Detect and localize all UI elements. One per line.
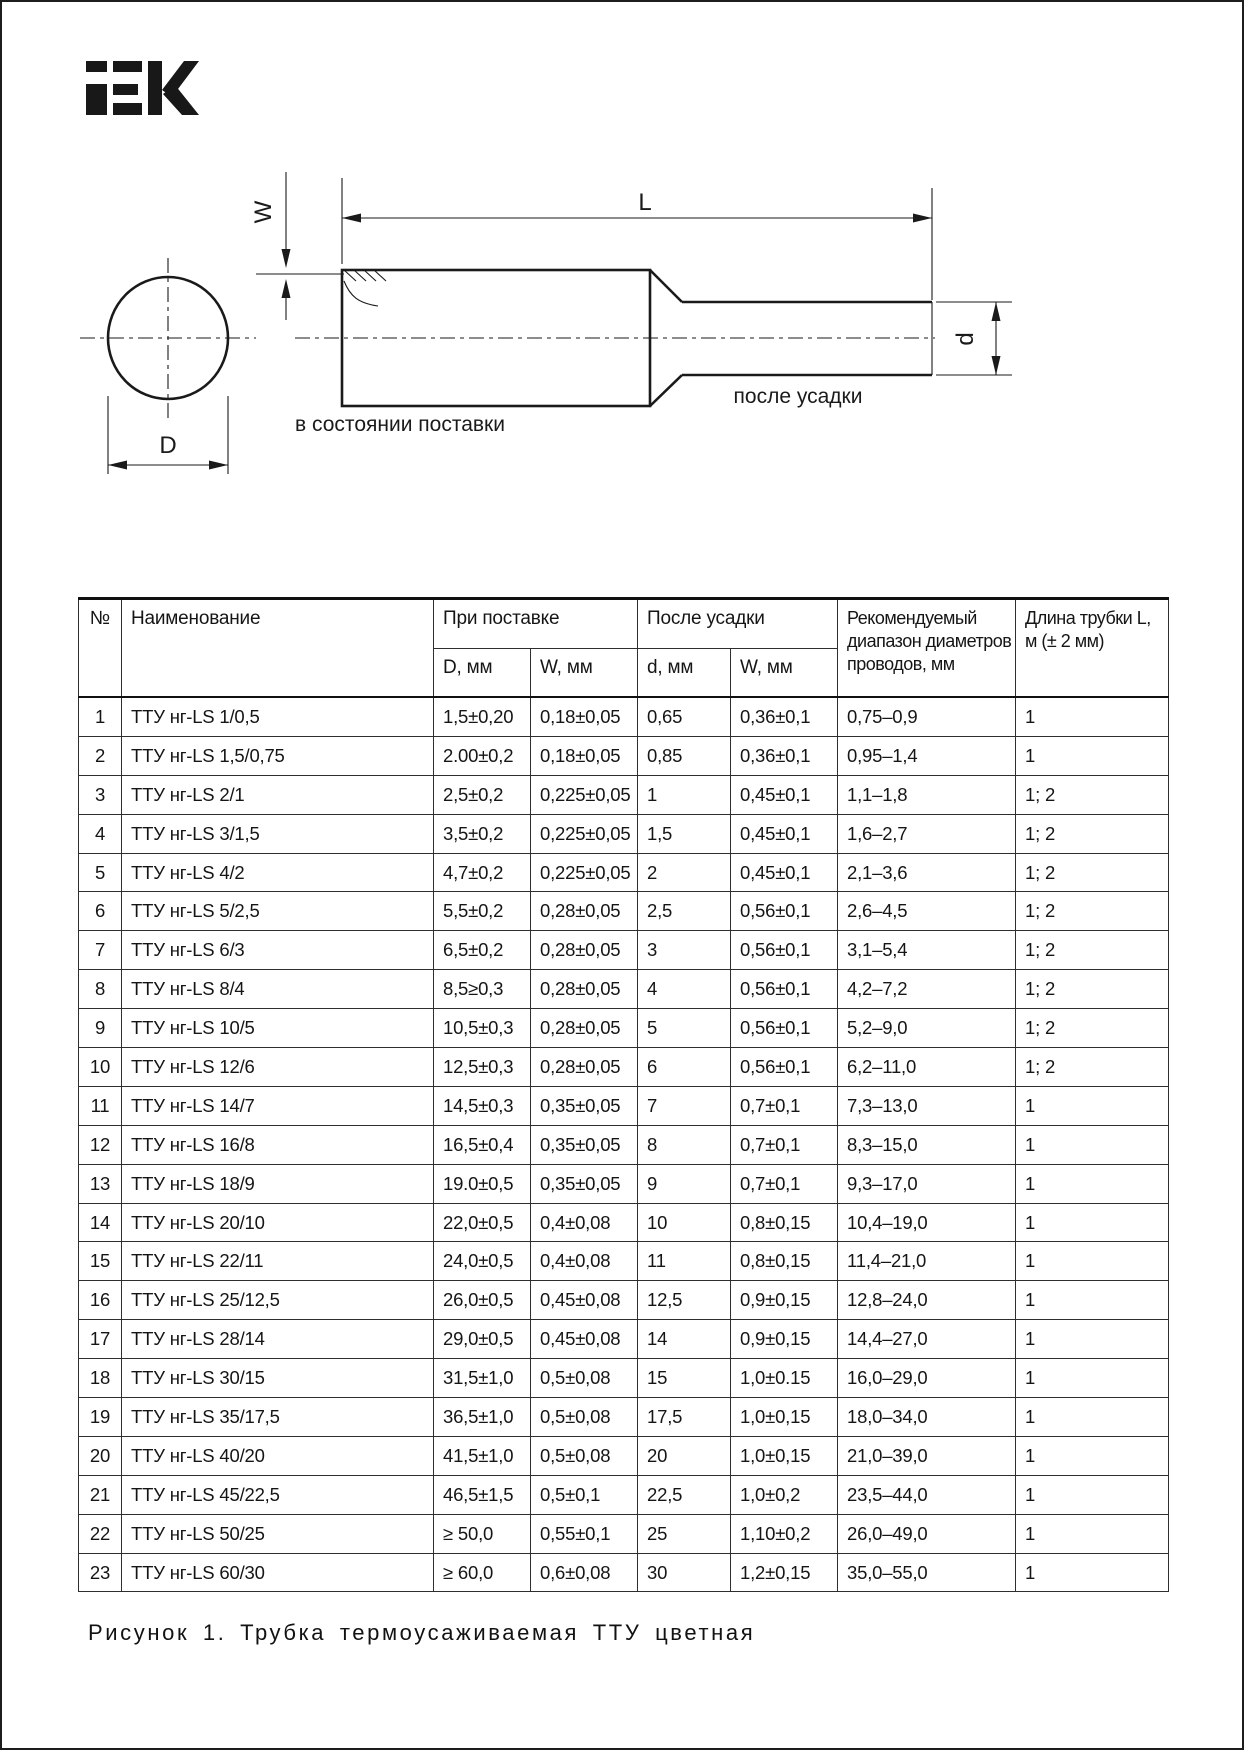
- shrink-w-cell: 0,9±0,15: [731, 1281, 838, 1320]
- cross-section-view: [80, 258, 256, 474]
- shrink-d-cell: 0,85: [638, 736, 731, 775]
- delivery-w-cell: 0,6±0,08: [531, 1553, 638, 1592]
- length-cell: 1; 2: [1016, 775, 1169, 814]
- name-cell: ТТУ нг-LS 50/25: [122, 1514, 434, 1553]
- shrink-d-cell: 2: [638, 853, 731, 892]
- table-row: [79, 697, 1169, 736]
- name-cell: ТТУ нг-LS 10/5: [122, 1009, 434, 1048]
- shrink-d-cell: 12,5: [638, 1281, 731, 1320]
- name-cell: ТТУ нг-LS 20/10: [122, 1203, 434, 1242]
- delivery-d-cell: 12,5±0,3: [434, 1048, 531, 1087]
- delivery-d-cell: 2,5±0,2: [434, 775, 531, 814]
- shrink-d-cell: 9: [638, 1164, 731, 1203]
- length-cell: 1: [1016, 1514, 1169, 1553]
- row-number-cell: 11: [79, 1086, 122, 1125]
- table-row: [79, 1475, 1169, 1514]
- header-shrink-d: d, мм: [638, 649, 731, 698]
- delivery-d-cell: 1,5±0,20: [434, 697, 531, 736]
- length-cell: 1: [1016, 1164, 1169, 1203]
- delivery-w-cell: 0,35±0,05: [531, 1125, 638, 1164]
- length-cell: 1: [1016, 1320, 1169, 1359]
- shrink-d-cell: 22,5: [638, 1475, 731, 1514]
- delivery-w-cell: 0,5±0,08: [531, 1359, 638, 1398]
- table-row: [79, 1164, 1169, 1203]
- row-number-cell: 19: [79, 1398, 122, 1437]
- row-number-cell: 12: [79, 1125, 122, 1164]
- table-row: [79, 1398, 1169, 1437]
- shrink-w-cell: 1,10±0,2: [731, 1514, 838, 1553]
- delivery-w-cell: 0,28±0,05: [531, 1048, 638, 1087]
- wire-range-cell: 0,75–0,9: [838, 697, 1016, 736]
- supplied-state-caption: в состоянии поставки: [295, 413, 505, 436]
- length-dimension: [342, 178, 932, 300]
- table-row: [79, 1086, 1169, 1125]
- row-number-cell: 3: [79, 775, 122, 814]
- dimension-L-label: L: [638, 189, 652, 216]
- name-cell: ТТУ нг-LS 18/9: [122, 1164, 434, 1203]
- delivery-w-cell: 0,28±0,05: [531, 931, 638, 970]
- length-cell: 1: [1016, 1086, 1169, 1125]
- length-cell: 1; 2: [1016, 853, 1169, 892]
- delivery-w-cell: 0,28±0,05: [531, 1009, 638, 1048]
- name-cell: ТТУ нг-LS 8/4: [122, 970, 434, 1009]
- shrunk-state-caption: после усадки: [733, 385, 863, 408]
- name-cell: ТТУ нг-LS 35/17,5: [122, 1398, 434, 1437]
- header-recommended-range: Рекомендуемый диапазон диаметров проводов, мм: [838, 599, 1016, 698]
- delivery-w-cell: 0,225±0,05: [531, 775, 638, 814]
- delivery-d-cell: 24,0±0,5: [434, 1242, 531, 1281]
- header-num: №: [79, 599, 122, 698]
- shrink-w-cell: 0,56±0,1: [731, 892, 838, 931]
- row-number-cell: 7: [79, 931, 122, 970]
- header-delivery-w: W, мм: [531, 649, 638, 698]
- header-at-delivery: При поставке: [434, 599, 638, 649]
- row-number-cell: 22: [79, 1514, 122, 1553]
- delivery-d-cell: 41,5±1,0: [434, 1436, 531, 1475]
- name-cell: ТТУ нг-LS 14/7: [122, 1086, 434, 1125]
- shrink-w-cell: 0,45±0,1: [731, 814, 838, 853]
- wire-range-cell: 9,3–17,0: [838, 1164, 1016, 1203]
- wire-range-cell: 10,4–19,0: [838, 1203, 1016, 1242]
- length-cell: 1; 2: [1016, 970, 1169, 1009]
- delivery-d-cell: 6,5±0,2: [434, 931, 531, 970]
- shrink-d-cell: 5: [638, 1009, 731, 1048]
- shrink-d-cell: 4: [638, 970, 731, 1009]
- wire-range-cell: 35,0–55,0: [838, 1553, 1016, 1592]
- table-row: [79, 1009, 1169, 1048]
- table-row: [79, 1048, 1169, 1087]
- name-cell: ТТУ нг-LS 1/0,5: [122, 697, 434, 736]
- table-row: [79, 1553, 1169, 1592]
- shrink-w-cell: 0,8±0,15: [731, 1242, 838, 1281]
- table-row: [79, 1281, 1169, 1320]
- delivery-w-cell: 0,4±0,08: [531, 1203, 638, 1242]
- shrink-w-cell: 1,0±0.15: [731, 1359, 838, 1398]
- table-row: [79, 775, 1169, 814]
- shrink-d-cell: 11: [638, 1242, 731, 1281]
- tube-dimension-diagram: [0, 0, 1244, 500]
- shrink-d-cell: 1: [638, 775, 731, 814]
- row-number-cell: 5: [79, 853, 122, 892]
- name-cell: ТТУ нг-LS 30/15: [122, 1359, 434, 1398]
- shrink-d-cell: 7: [638, 1086, 731, 1125]
- shrink-w-cell: 0,36±0,1: [731, 697, 838, 736]
- table-row: [79, 1242, 1169, 1281]
- name-cell: ТТУ нг-LS 22/11: [122, 1242, 434, 1281]
- name-cell: ТТУ нг-LS 5/2,5: [122, 892, 434, 931]
- shrink-d-cell: 15: [638, 1359, 731, 1398]
- delivery-d-cell: 3,5±0,2: [434, 814, 531, 853]
- wire-range-cell: 11,4–21,0: [838, 1242, 1016, 1281]
- table-row: [79, 1359, 1169, 1398]
- length-cell: 1; 2: [1016, 892, 1169, 931]
- shrink-d-cell: 10: [638, 1203, 731, 1242]
- shrink-w-cell: 0,45±0,1: [731, 775, 838, 814]
- delivery-w-cell: 0,45±0,08: [531, 1281, 638, 1320]
- table-row: [79, 1514, 1169, 1553]
- length-cell: 1: [1016, 1203, 1169, 1242]
- shrink-d-cell: 20: [638, 1436, 731, 1475]
- table-row: [79, 892, 1169, 931]
- table-row: [79, 853, 1169, 892]
- table-row: [79, 931, 1169, 970]
- spec-table: [78, 597, 1169, 1592]
- wire-range-cell: 3,1–5,4: [838, 931, 1016, 970]
- shrink-d-cell: 8: [638, 1125, 731, 1164]
- name-cell: ТТУ нг-LS 16/8: [122, 1125, 434, 1164]
- delivery-d-cell: 2.00±0,2: [434, 736, 531, 775]
- shrink-w-cell: 0,56±0,1: [731, 931, 838, 970]
- shrink-w-cell: 0,7±0,1: [731, 1164, 838, 1203]
- row-number-cell: 14: [79, 1203, 122, 1242]
- row-number-cell: 13: [79, 1164, 122, 1203]
- dimension-D-label: D: [159, 432, 177, 459]
- length-cell: 1; 2: [1016, 1009, 1169, 1048]
- dimension-W-label: W: [250, 200, 277, 224]
- delivery-d-cell: 16,5±0,4: [434, 1125, 531, 1164]
- wire-range-cell: 12,8–24,0: [838, 1281, 1016, 1320]
- delivery-w-cell: 0,55±0,1: [531, 1514, 638, 1553]
- name-cell: ТТУ нг-LS 2/1: [122, 775, 434, 814]
- shrink-w-cell: 0,56±0,1: [731, 970, 838, 1009]
- shrink-w-cell: 0,56±0,1: [731, 1009, 838, 1048]
- shrunk-state-view: [295, 270, 1012, 406]
- shrink-w-cell: 0,8±0,15: [731, 1203, 838, 1242]
- delivery-w-cell: 0,28±0,05: [531, 892, 638, 931]
- table-row: [79, 1203, 1169, 1242]
- wire-range-cell: 2,1–3,6: [838, 853, 1016, 892]
- length-cell: 1; 2: [1016, 1048, 1169, 1087]
- shrink-d-cell: 2,5: [638, 892, 731, 931]
- wire-range-cell: 6,2–11,0: [838, 1048, 1016, 1087]
- delivery-w-cell: 0,5±0,08: [531, 1398, 638, 1437]
- shrink-d-cell: 14: [638, 1320, 731, 1359]
- wire-range-cell: 1,6–2,7: [838, 814, 1016, 853]
- delivery-d-cell: 22,0±0,5: [434, 1203, 531, 1242]
- delivery-w-cell: 0,5±0,08: [531, 1436, 638, 1475]
- figure-caption: Рисунок 1. Трубка термоусаживаемая ТТУ цветная: [88, 1620, 756, 1645]
- length-cell: 1: [1016, 1398, 1169, 1437]
- header-after-shrink: После усадки: [638, 599, 838, 649]
- shrink-w-cell: 1,0±0,15: [731, 1436, 838, 1475]
- name-cell: ТТУ нг-LS 45/22,5: [122, 1475, 434, 1514]
- dimension-d-label: d: [952, 332, 979, 346]
- row-number-cell: 20: [79, 1436, 122, 1475]
- shrink-w-cell: 0,36±0,1: [731, 736, 838, 775]
- name-cell: ТТУ нг-LS 12/6: [122, 1048, 434, 1087]
- header-delivery-d: D, мм: [434, 649, 531, 698]
- delivery-w-cell: 0,35±0,05: [531, 1086, 638, 1125]
- wire-range-cell: 18,0–34,0: [838, 1398, 1016, 1437]
- name-cell: ТТУ нг-LS 25/12,5: [122, 1281, 434, 1320]
- length-cell: 1: [1016, 1359, 1169, 1398]
- name-cell: ТТУ нг-LS 40/20: [122, 1436, 434, 1475]
- supplied-state-view: [250, 172, 650, 406]
- delivery-d-cell: 29,0±0,5: [434, 1320, 531, 1359]
- wire-range-cell: 5,2–9,0: [838, 1009, 1016, 1048]
- length-cell: 1; 2: [1016, 814, 1169, 853]
- header-tube-length: Длина трубки L, м (± 2 мм): [1016, 599, 1169, 698]
- wire-range-cell: 16,0–29,0: [838, 1359, 1016, 1398]
- table-row: [79, 1436, 1169, 1475]
- length-cell: 1: [1016, 1281, 1169, 1320]
- row-number-cell: 4: [79, 814, 122, 853]
- delivery-d-cell: ≥ 50,0: [434, 1514, 531, 1553]
- delivery-d-cell: 4,7±0,2: [434, 853, 531, 892]
- wire-range-cell: 7,3–13,0: [838, 1086, 1016, 1125]
- spec-table-header: [79, 599, 1169, 698]
- table-row: [79, 1320, 1169, 1359]
- wire-range-cell: 21,0–39,0: [838, 1436, 1016, 1475]
- delivery-d-cell: 31,5±1,0: [434, 1359, 531, 1398]
- wire-range-cell: 8,3–15,0: [838, 1125, 1016, 1164]
- name-cell: ТТУ нг-LS 1,5/0,75: [122, 736, 434, 775]
- name-cell: ТТУ нг-LS 28/14: [122, 1320, 434, 1359]
- length-cell: 1: [1016, 1242, 1169, 1281]
- row-number-cell: 18: [79, 1359, 122, 1398]
- row-number-cell: 8: [79, 970, 122, 1009]
- length-cell: 1: [1016, 1125, 1169, 1164]
- row-number-cell: 16: [79, 1281, 122, 1320]
- delivery-d-cell: 8,5≥0,3: [434, 970, 531, 1009]
- delivery-w-cell: 0,225±0,05: [531, 814, 638, 853]
- row-number-cell: 15: [79, 1242, 122, 1281]
- delivery-d-cell: 26,0±0,5: [434, 1281, 531, 1320]
- row-number-cell: 23: [79, 1553, 122, 1592]
- shrink-d-cell: 17,5: [638, 1398, 731, 1437]
- table-row: [79, 814, 1169, 853]
- shrink-w-cell: 0,56±0,1: [731, 1048, 838, 1087]
- shrink-d-cell: 3: [638, 931, 731, 970]
- shrink-w-cell: 1,2±0,15: [731, 1553, 838, 1592]
- row-number-cell: 2: [79, 736, 122, 775]
- delivery-d-cell: 5,5±0,2: [434, 892, 531, 931]
- delivery-w-cell: 0,35±0,05: [531, 1164, 638, 1203]
- delivery-w-cell: 0,18±0,05: [531, 736, 638, 775]
- wire-range-cell: 26,0–49,0: [838, 1514, 1016, 1553]
- wire-range-cell: 14,4–27,0: [838, 1320, 1016, 1359]
- length-cell: 1: [1016, 1553, 1169, 1592]
- delivery-d-cell: 19.0±0,5: [434, 1164, 531, 1203]
- spec-table-body: [79, 697, 1169, 1592]
- shrink-w-cell: 0,9±0,15: [731, 1320, 838, 1359]
- shrink-d-cell: 30: [638, 1553, 731, 1592]
- wire-range-cell: 1,1–1,8: [838, 775, 1016, 814]
- wire-range-cell: 2,6–4,5: [838, 892, 1016, 931]
- delivery-d-cell: 46,5±1,5: [434, 1475, 531, 1514]
- table-row: [79, 970, 1169, 1009]
- wire-range-cell: 23,5–44,0: [838, 1475, 1016, 1514]
- shrink-w-cell: 1,0±0,15: [731, 1398, 838, 1437]
- delivery-d-cell: 10,5±0,3: [434, 1009, 531, 1048]
- shrink-w-cell: 0,7±0,1: [731, 1125, 838, 1164]
- delivery-d-cell: 14,5±0,3: [434, 1086, 531, 1125]
- length-cell: 1: [1016, 736, 1169, 775]
- delivery-w-cell: 0,45±0,08: [531, 1320, 638, 1359]
- row-number-cell: 10: [79, 1048, 122, 1087]
- name-cell: ТТУ нг-LS 6/3: [122, 931, 434, 970]
- row-number-cell: 1: [79, 697, 122, 736]
- shrink-d-cell: 6: [638, 1048, 731, 1087]
- length-cell: 1: [1016, 1436, 1169, 1475]
- wire-range-cell: 4,2–7,2: [838, 970, 1016, 1009]
- shrink-d-cell: 1,5: [638, 814, 731, 853]
- row-number-cell: 21: [79, 1475, 122, 1514]
- shrink-w-cell: 0,7±0,1: [731, 1086, 838, 1125]
- row-number-cell: 9: [79, 1009, 122, 1048]
- wire-range-cell: 0,95–1,4: [838, 736, 1016, 775]
- delivery-w-cell: 0,4±0,08: [531, 1242, 638, 1281]
- length-cell: 1; 2: [1016, 931, 1169, 970]
- delivery-d-cell: ≥ 60,0: [434, 1553, 531, 1592]
- length-cell: 1: [1016, 1475, 1169, 1514]
- name-cell: ТТУ нг-LS 3/1,5: [122, 814, 434, 853]
- row-number-cell: 17: [79, 1320, 122, 1359]
- name-cell: ТТУ нг-LS 4/2: [122, 853, 434, 892]
- shrink-d-cell: 25: [638, 1514, 731, 1553]
- shrink-w-cell: 1,0±0,2: [731, 1475, 838, 1514]
- delivery-w-cell: 0,225±0,05: [531, 853, 638, 892]
- delivery-w-cell: 0,5±0,1: [531, 1475, 638, 1514]
- delivery-w-cell: 0,18±0,05: [531, 697, 638, 736]
- header-shrink-w: W, мм: [731, 649, 838, 698]
- row-number-cell: 6: [79, 892, 122, 931]
- table-row: [79, 736, 1169, 775]
- table-row: [79, 1125, 1169, 1164]
- shrink-w-cell: 0,45±0,1: [731, 853, 838, 892]
- delivery-d-cell: 36,5±1,0: [434, 1398, 531, 1437]
- delivery-w-cell: 0,28±0,05: [531, 970, 638, 1009]
- shrink-d-cell: 0,65: [638, 697, 731, 736]
- length-cell: 1: [1016, 697, 1169, 736]
- header-name: Наименование: [122, 599, 434, 698]
- name-cell: ТТУ нг-LS 60/30: [122, 1553, 434, 1592]
